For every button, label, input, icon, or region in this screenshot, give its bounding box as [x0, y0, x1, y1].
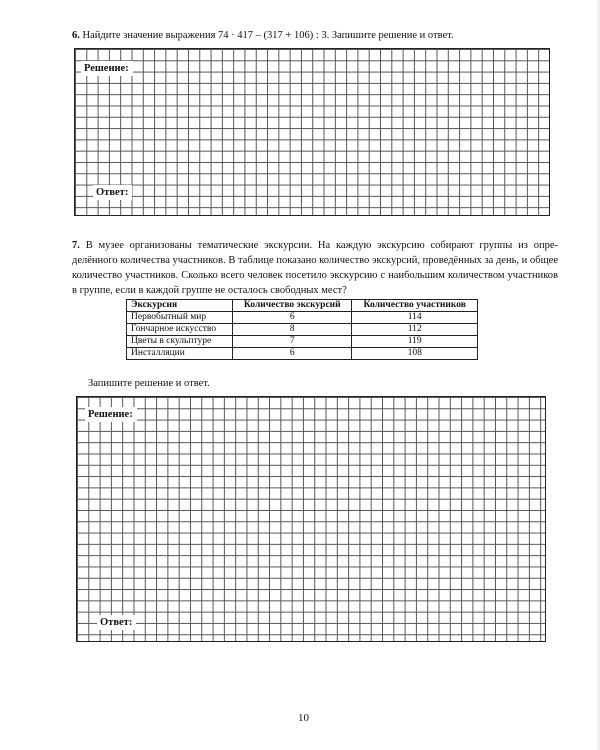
excursion-count: 6	[233, 348, 352, 360]
task-6-solution-label: Решение:	[81, 61, 133, 76]
task-6-answer-label: Ответ:	[93, 185, 132, 200]
task-7-answer-label: Ответ:	[97, 615, 136, 630]
page-number: 10	[298, 712, 309, 724]
task-6-text: Найдите значение выражения 74 · 417 – (317 + 106) : 3. Запишите решение и ответ.	[82, 30, 454, 41]
participant-count: 114	[352, 312, 478, 324]
task-7-solution-label: Решение:	[85, 407, 137, 422]
task-7-text: В музее организованы тематические экскурсии. На каждую экскурсию собирают группы из опре-делённого количества участников. В таблице показано количество экскурсий, проведённых за день, и общее количество участников. Сколько всего человек посетило экскурсию с наибольшим количеством участников в группе, если в каждой группе не осталось свободных мест?	[72, 240, 558, 296]
task-7-question	[72, 238, 558, 298]
excursion-count: 7	[233, 336, 352, 348]
scan-edge-shadow	[596, 0, 600, 750]
excursion-count: 8	[233, 324, 352, 336]
header-excursion-count: Количество экскурсий	[233, 300, 352, 312]
table-row	[127, 336, 478, 348]
table-row	[127, 324, 478, 336]
task-6-solution-grid[interactable]	[74, 48, 550, 216]
task-7-solution-grid[interactable]	[76, 396, 546, 642]
participant-count: 119	[352, 336, 478, 348]
task-7-instruction: Запишите решение и ответ.	[88, 378, 210, 389]
header-excursion: Экскурсия	[127, 300, 233, 312]
table-header-row	[127, 300, 478, 312]
table-row	[127, 312, 478, 324]
header-participant-count: Количество участников	[352, 300, 478, 312]
excursion-count: 6	[233, 312, 352, 324]
excursion-table	[126, 299, 478, 360]
excursion-name: Гончарное искусство	[127, 324, 233, 336]
table-row	[127, 348, 478, 360]
excursion-name: Инсталляции	[127, 348, 233, 360]
task-6-question	[72, 28, 572, 43]
participant-count: 112	[352, 324, 478, 336]
participant-count: 108	[352, 348, 478, 360]
excursion-name: Цветы в скульптуре	[127, 336, 233, 348]
excursion-name: Первобытный мир	[127, 312, 233, 324]
task-6-number: 6.	[72, 30, 80, 41]
task-7-number: 7.	[72, 240, 80, 251]
